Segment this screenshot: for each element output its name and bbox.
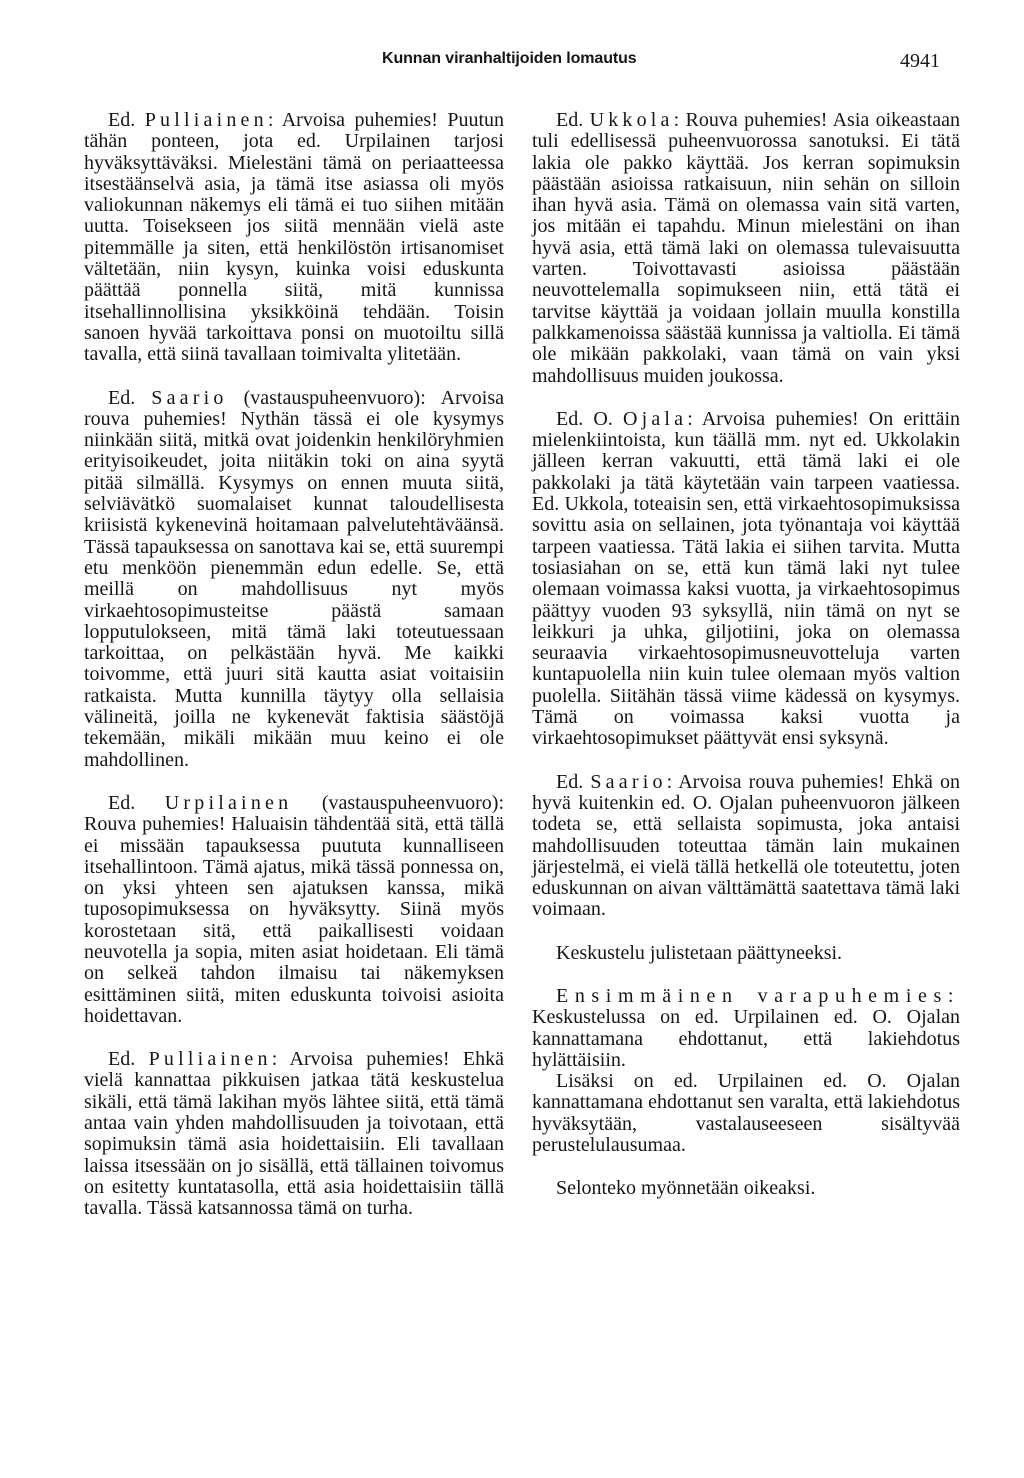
page-header — [0, 50, 1024, 74]
speech-text: : Arvoisa puhemies! Ehkä vielä kannattaa pikkuisen jatkaa tätä keskustelua sikäli, että tämä lakihan myös lähtee siitä, että tämä antaa vain yhden mahdollisuuden ja toivotaan, että sopimuksin tämä asia hoidettaisiin. Eli tavallaan laissa itsessään on jo sisällä, että tällainen toivomus on esitetty kuntatasolla, että asia hoidettaisiin tällä tavalla. Tässä katsannossa tämä on turha. — [84, 1048, 504, 1220]
speech-text: : Arvoisa puhemies! On erittäin mielenkiintoista, kun täällä mm. nyt ed. Ukkolakin jälleen kerran vakuutti, että tämä laki ei ole pakkolaki ja tätä käytetään vain tarpeen vaatiessa. Ed. Ukkola, toteaisin sen, että virkaehtosopimuksissa sovittu asia on sellainen, jota työnantaja voi käyttää tarpeen vaatiessa. Tätä lakia ei siihen tarvita. Mutta tosiasiahan on se, että kun tämä laki nyt tulee olemaan voimassa kaksi vuotta, ja virkaehtosopimus päättyy vuoden 93 syksyllä, niin tämä on nyt se leikkuri ja uhka, giljotiini, joka on olemassa seuraavia virkaehtosopimusneuvotteluja varten kuntapuolella niin kuin tulee olemaan myös valtion puolella. Siitähän tässä viime kädessä on kysymys. Tämä on voimassa kaksi vuotta ja virkaehtosopimukset päättyvät ensi syksynä. — [532, 407, 960, 750]
left-column — [84, 110, 504, 1220]
closing-statement: Keskustelu julistetaan päättyneeksi. — [556, 941, 843, 964]
running-title: Kunnan viranhaltijoiden lomautus — [382, 50, 637, 67]
closing-statement: Selonteko myönnetään oikeaksi. — [556, 1177, 816, 1200]
speaker-name: Pulliainen — [144, 109, 268, 131]
page-number: 4941 — [900, 50, 940, 72]
speech-text: : Arvoisa puhemies! Puutun tähän ponteen, jota ed. Urpilainen tarjosi hyväksyttäväksi. Mielestäni tämä on periaatteessa itsestäänselvä asia, ja tämä itse asiassa oli myös valiokunnan näkemys eli tämä ei tuo siihen mitään uutta. Toisekseen jos siitä mennään vielä aste pitemmälle ja siten, että henkilöstön irtisanomiset vältetään, niin kysyn, kuinka voisi eduskunta päättää ponnella siitä, mitä kunnissa itsehallinnollisina yksikköinä tehdään. Toisin sanoen hyvää tarkoittava ponsi on muotoiltu sillä tavalla, että siinä tavallaan toimivalta ylitetään. — [84, 109, 505, 366]
speaker-prefix: Ed. — [556, 770, 584, 793]
speech-text: Keskustelussa on ed. Urpilainen ed. O. Ojalan kannattamana ehdottanut, että lakiehdotus hylättäisiin. — [532, 1006, 960, 1071]
right-column — [532, 110, 960, 1200]
speech-paragraph — [84, 793, 504, 1027]
speaker-name: Pulliainen — [148, 1048, 272, 1071]
speech-paragraph — [84, 110, 504, 366]
speech-paragraph — [532, 986, 960, 1071]
speech-paragraph — [84, 1049, 504, 1219]
speaker-name: Saario — [590, 770, 667, 793]
speaker-name: Ensimmäinen varapuhemies: — [556, 984, 960, 1007]
speaker-prefix: Ed. — [108, 109, 136, 131]
motion-paragraph: Lisäksi on ed. Urpilainen ed. O. Ojalan kannattamana ehdottanut sen varalta, että lakiehdotus hyväksytään, vastalauseeseen sisältyvää perustelulausumaa. — [532, 1070, 960, 1157]
speaker-prefix: Ed. — [108, 1048, 136, 1071]
speech-paragraph — [84, 388, 504, 771]
speech-paragraph — [532, 409, 960, 750]
speaker-prefix: Ed. O. — [556, 407, 613, 430]
speaker-name: Ukkola — [589, 109, 674, 131]
speech-paragraph — [532, 110, 960, 387]
speech-paragraph — [532, 772, 960, 921]
speech-text: : Arvoisa rouva puhemies! Ehkä on hyvä kuitenkin ed. O. Ojalan puheenvuoron jälkeen todeta se, että sellaista sopimusta, joka antaisi mahdollisuuden toteuttaa tämän lain mukainen järjestelmä, ei vielä tällä hetkellä ole toteutettu, joten eduskunnan on aivan välttämättä saatettava tämä laki voimaan. — [532, 770, 961, 921]
speaker-prefix: Ed. — [108, 386, 136, 409]
speech-text: (vastauspuheenvuoro): Rouva puhemies! Haluaisin tähdentää sitä, että tällä ei missään tapauksessa puututa kunnalliseen itsehallintoon. Tämä ajatus, mikä tässä ponnessa on, on yksi yhteen sen ajatuksen kanssa, mikä tuposopimuksessa on hyväksytty. Siinä myös korostetaan sitä, että paikallisesti voidaan neuvotella ja sopia, miten asiat hoidetaan. Eli tämä on selkeä tahdon ilmaisu tai näkemyksen esittäminen siitä, miten eduskunta toivoisi asioita hoidettavan. — [84, 791, 505, 1027]
speaker-name: Saario — [151, 386, 228, 409]
speaker-prefix: Ed. — [556, 109, 584, 131]
speaker-name: Urpilainen — [164, 791, 293, 814]
speaker-prefix: Ed. — [108, 791, 136, 814]
speech-text: (vastauspuheenvuoro): Arvoisa rouva puhemies! Nythän tässä ei ole kysymys niinkään siitä, mitkä ovat joidenkin henkilöryhmien erityisoikeudet, joita niitäkin toki on aina syytä pitää silmällä. Kysymys on ennen muuta siitä, selviävätkö suomalaiset kunnat taloudellisesta kriisistä kykenevinä hoitamaan palvelutehtäväänsä. Tässä tapauksessa on sanottava kai se, että suurempi etu menköön pienemmän edun edelle. Se, että meillä on mahdollisuus nyt myös virkaehtosopimusteitse päästä samaan lopputulokseen, mitä tämä laki toteutuessaan tarkoittaa, on pelkästään hyvä. Me kaikki toivomme, että juuri sitä kautta asiat voitaisiin ratkaista. Mutta kunnilla täytyy olla sellaisia välineitä, joilla ne kykenevät faktisia säästöjä tekemään, mikäli mikään muu keino ei ole mahdollinen. — [84, 386, 504, 771]
speaker-name: Ojala — [622, 407, 688, 430]
speech-text: : Rouva puhemies! Asia oikeastaan tuli edellisessä puheenvuorossa sanotuksi. Ei tätä lakia ole pakko käyttää. Jos kerran sopimuksin päästään asioissa ratkaisuun, niin sehän on silloin ihan hyvä asia. Tämä on olemassa vain sitä varten, jos mitään ei tapahdu. Minun mielestäni on ihan hyvä asia, että tämä laki on olemassa tulevaisuutta varten. Toivottavasti asioissa päästään neuvottelemalla sopimukseen niin, että tätä ei tarvitse käyttää ja voidaan jollain muulla konstilla palkkamenoissa säästää kunnissa ja valtiolla. Ei tämä ole mikään pakkolaki, vaan tämä on vain yksi mahdollisuus muiden joukossa. — [532, 109, 961, 387]
